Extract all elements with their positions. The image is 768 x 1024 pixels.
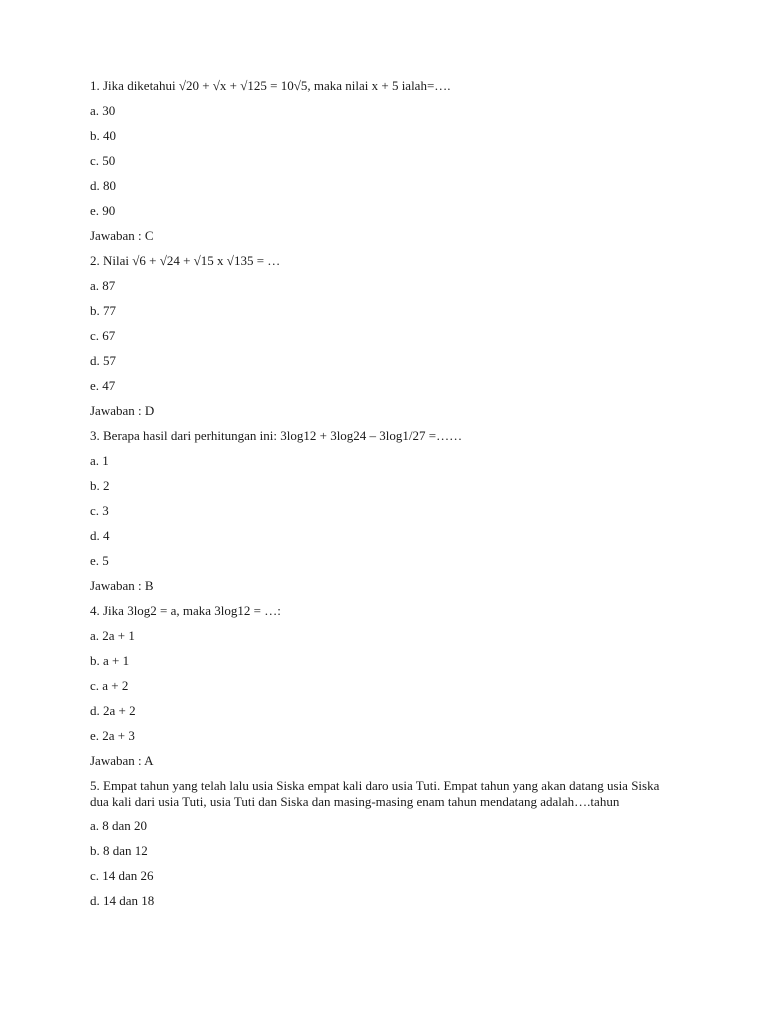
question-5-text: 5. Empat tahun yang telah lalu usia Siska empat kali daro usia Tuti. Empat tahun yang akan datang usia Siska dua kali dari usia Tuti, usia Tuti dan Siska dan masing-masing enam tahun mendatang adalah….tahun: [90, 778, 660, 809]
question-2-text: 2. Nilai √6 + √24 + √15 x √135 = …: [90, 253, 281, 268]
question-5-option-b: b. 8 dan 12: [90, 843, 148, 858]
question-4-option-e: e. 2a + 3: [90, 728, 135, 743]
question-4-option-d: d. 2a + 2: [90, 703, 136, 718]
question-5-option-c: c. 14 dan 26: [90, 868, 154, 883]
question-2-option-b: b. 77: [90, 303, 116, 318]
question-5-option-a: a. 8 dan 20: [90, 818, 148, 833]
question-4-text: 4. Jika 3log2 = a, maka 3log12 = …:: [90, 603, 281, 618]
question-1-option-b: b. 40: [90, 128, 116, 143]
question-4-option-a: a. 2a + 1: [90, 628, 135, 643]
question-4-option-c: c. a + 2: [90, 678, 129, 693]
question-2-option-a: a. 87: [90, 278, 116, 293]
question-4-answer: Jawaban : A: [90, 753, 154, 768]
question-4-option-b: b. a + 1: [90, 653, 130, 668]
question-5-option-d: d. 14 dan 18: [90, 893, 155, 908]
question-2-option-d: d. 57: [90, 353, 116, 368]
question-3-option-e: e. 5: [90, 553, 109, 568]
question-1-option-a: a. 30: [90, 103, 116, 118]
question-3-option-c: c. 3: [90, 503, 109, 518]
document-page: [90, 78, 680, 918]
question-3-option-d: d. 4: [90, 528, 110, 543]
question-3-option-a: a. 1: [90, 453, 109, 468]
question-2-option-c: c. 67: [90, 328, 116, 343]
question-3-option-b: b. 2: [90, 478, 110, 493]
question-2-answer: Jawaban : D: [90, 403, 155, 418]
question-1-answer: Jawaban : C: [90, 228, 154, 243]
question-2-option-e: e. 47: [90, 378, 116, 393]
question-3-text: 3. Berapa hasil dari perhitungan ini: 3log12 + 3log24 – 3log1/27 =……: [90, 428, 463, 443]
question-1-option-d: d. 80: [90, 178, 116, 193]
question-3-answer: Jawaban : B: [90, 578, 154, 593]
question-1-option-c: c. 50: [90, 153, 116, 168]
question-1-option-e: e. 90: [90, 203, 116, 218]
question-1-text: 1. Jika diketahui √20 + √x + √125 = 10√5, maka nilai x + 5 ialah=….: [90, 78, 451, 93]
